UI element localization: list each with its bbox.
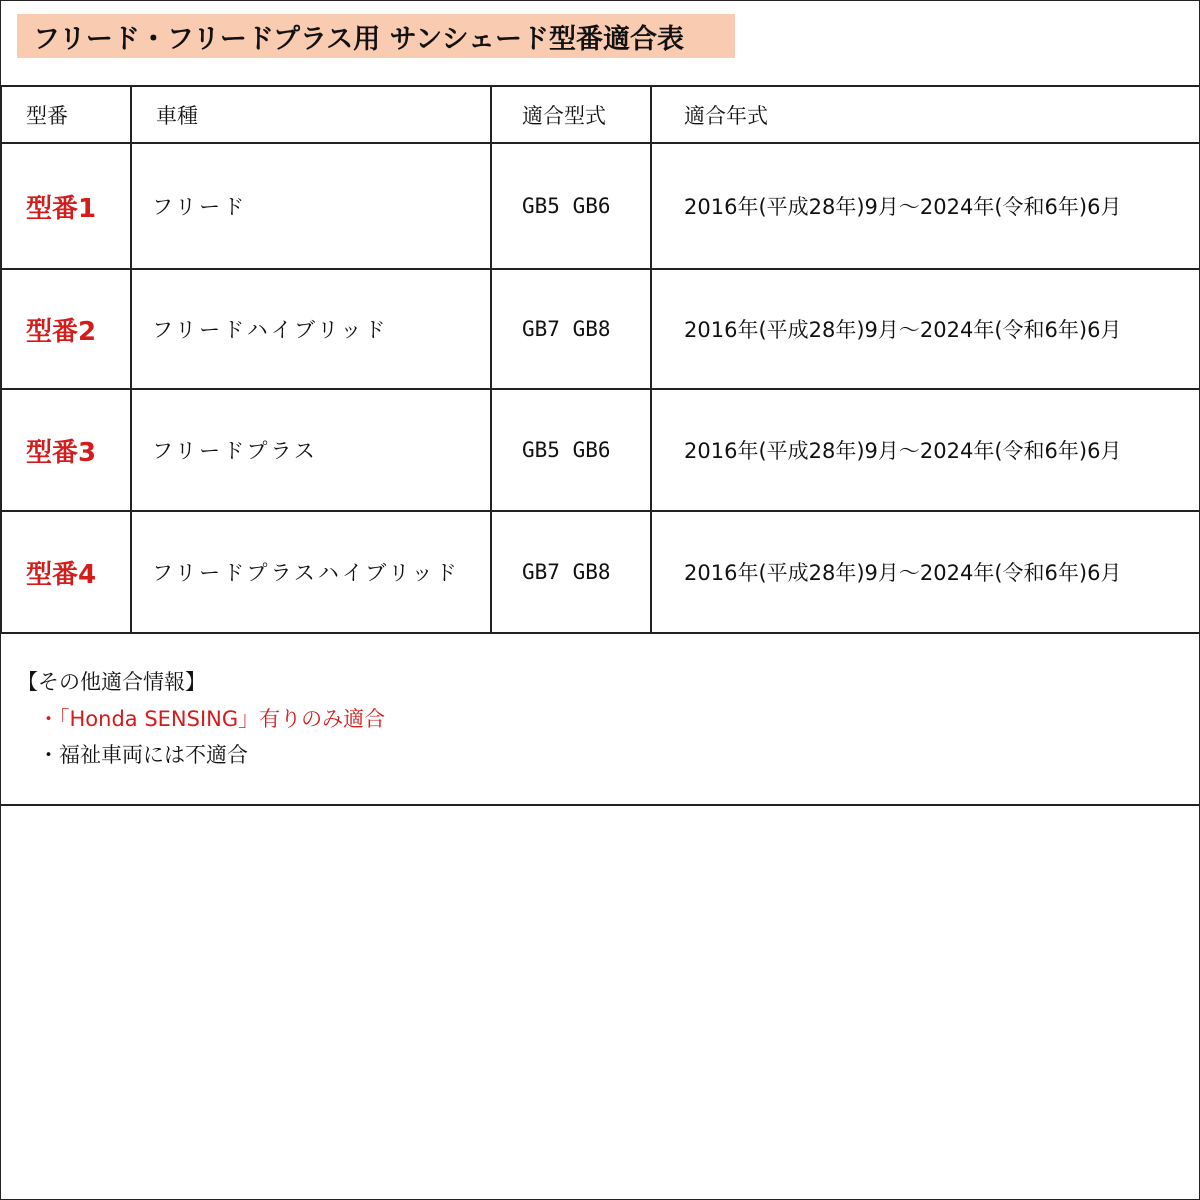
- model-years: 2016年(平成28年)9月～2024年(令和6年)6月: [651, 389, 1200, 511]
- model-type: GB5 GB6: [491, 143, 651, 269]
- model-number: 型番3: [1, 389, 131, 511]
- table-row: [1, 269, 1200, 389]
- header-years: 適合年式: [651, 86, 1200, 143]
- info-item-honda-sensing: ・「Honda SENSING」有りのみ適合: [38, 707, 386, 731]
- model-years: 2016年(平成28年)9月～2024年(令和6年)6月: [651, 269, 1200, 389]
- car-name: フリードハイブリッド: [131, 269, 491, 389]
- header-car: 車種: [131, 86, 491, 143]
- model-type: GB5 GB6: [491, 389, 651, 511]
- car-name: フリードプラス: [131, 389, 491, 511]
- model-number: 型番4: [1, 511, 131, 633]
- table-header-row: [1, 86, 1200, 143]
- table-row: [1, 389, 1200, 511]
- header-type: 適合型式: [491, 86, 651, 143]
- other-info-heading: 【その他適合情報】: [17, 670, 206, 694]
- compatibility-table-wrap: [0, 85, 1200, 634]
- model-number: 型番2: [1, 269, 131, 389]
- other-info-section: [0, 632, 1200, 806]
- model-type: GB7 GB8: [491, 511, 651, 633]
- model-years: 2016年(平成28年)9月～2024年(令和6年)6月: [651, 143, 1200, 269]
- car-name: フリード: [131, 143, 491, 269]
- page-title: フリード・フリードプラス用 サンシェード型番適合表: [17, 14, 735, 58]
- info-item-welfare-vehicle: ・福祉車両には不適合: [38, 743, 248, 767]
- car-name: フリードプラスハイブリッド: [131, 511, 491, 633]
- model-years: 2016年(平成28年)9月～2024年(令和6年)6月: [651, 511, 1200, 633]
- compatibility-table: [0, 85, 1200, 634]
- table-row: [1, 511, 1200, 633]
- model-type: GB7 GB8: [491, 269, 651, 389]
- header-model: 型番: [1, 86, 131, 143]
- model-number: 型番1: [1, 143, 131, 269]
- table-row: [1, 143, 1200, 269]
